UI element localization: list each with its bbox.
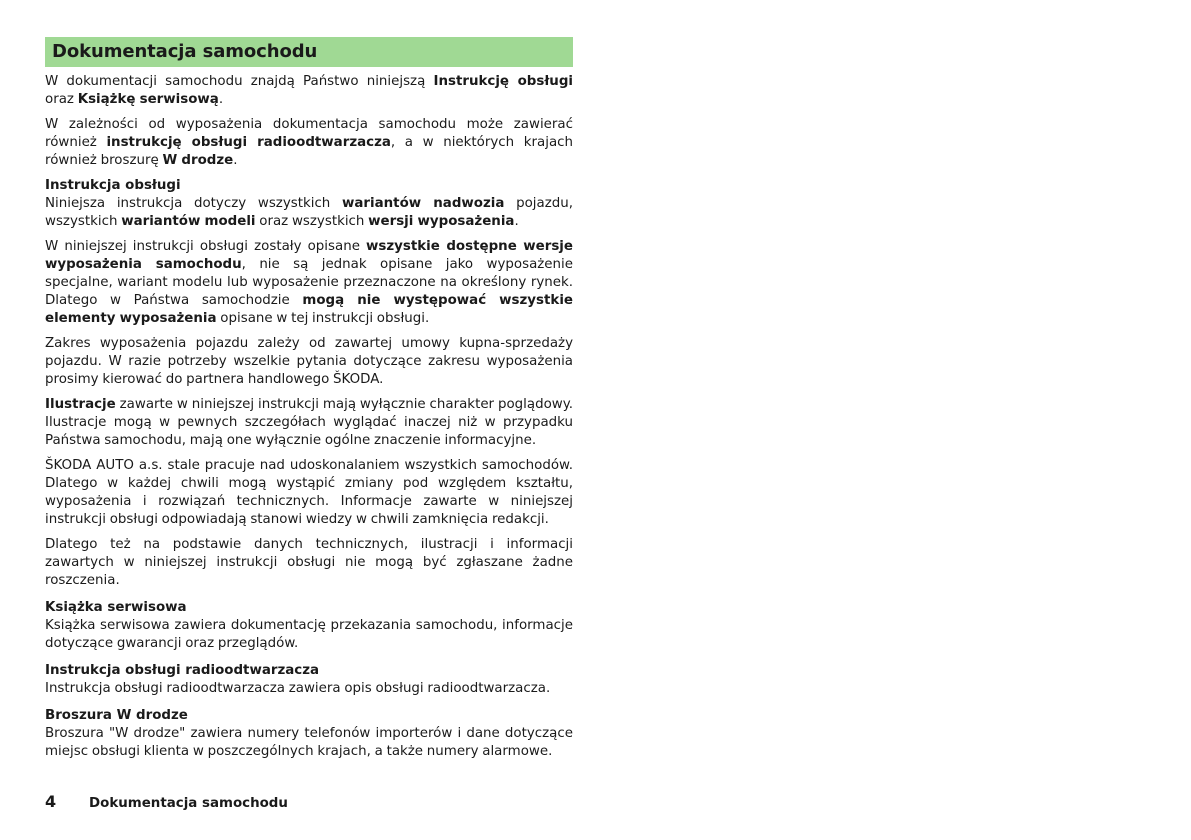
equipment-paragraph [45,116,573,170]
brochure-section [45,707,573,761]
service-book-section [45,599,573,653]
manual-paragraph-3 [45,335,573,389]
radio-manual-heading: Instrukcja obsługi radioodtwarzacza [45,663,320,678]
body-text: , nie są jednak opisane jako wyposażenie specjalne, wariant modelu lub wyposażenie przeznaczone na określony rynek. Dlatego w Państwa samochodzie [45,257,573,308]
body-text: . [218,92,224,107]
manual-paragraph-4 [45,396,573,450]
body-text: W zależności od wyposażenia dokumentacja samochodu może zawierać również [45,117,573,150]
brochure-text: Broszura "W drodze" zawiera numery telefonów importerów i dane dotyczące miejsc obsługi klienta w poszczególnych krajach, a także numery alarmowe. [45,726,573,759]
emphasis-text: mogą nie występować wszystkie elementy wyposażenia [45,293,573,326]
intro-paragraph [45,73,573,109]
body-text: zawarte w niniejszej instrukcji mają wyłącznie charakter poglądowy. Ilustracje mogą w pewnych szczegółach wyglądać inaczej niż w przypadku Państwa samochodu, mają one wyłącznie ogólne znaczenie informacyjne. [45,397,573,448]
emphasis-text: wariantów modeli [121,214,256,229]
body-text: Dlatego też na podstawie danych technicznych, ilustracji i informacji zawartych w niniejszej instrukcji obsługi nie mogą być zgłaszane żadne roszczenia. [45,537,573,588]
manual-section [45,177,573,590]
body-text: oraz [45,92,78,107]
manual-paragraph-2 [45,238,573,328]
service-book-text: Książka serwisowa zawiera dokumentację przekazania samochodu, informacje dotyczące gwarancji oraz przeglądów. [45,618,573,651]
section-title: Dokumentacja samochodu [45,37,573,67]
page-number: 4 [45,792,57,811]
brochure-heading: Broszura W drodze [45,708,188,723]
manual-paragraph-6 [45,536,573,590]
service-book-heading: Książka serwisowa [45,600,187,615]
body-text: Zakres wyposażenia pojazdu zależy od zawartej umowy kupna-sprzedaży pojazdu. W razie potrzeby wszelkie pytania dotyczące zakresu wyposażenia prosimy kierować do partnera handlowego ŠKODA. [45,336,573,387]
emphasis-text: wariantów nadwozia [342,196,505,211]
manual-paragraph-1 [45,195,573,231]
body-text: , a w niektórych krajach również broszurę [45,135,573,168]
body-text: oraz wszystkich [255,214,369,229]
body-text: Niniejsza instrukcja dotyczy wszystkich [45,196,342,211]
emphasis-text: instrukcję obsługi radioodtwarzacza [106,135,391,150]
emphasis-text: Instrukcję obsługi [433,74,574,89]
page-footer [45,792,288,814]
content-column [45,37,573,770]
manual-heading: Instrukcja obsługi [45,178,181,193]
emphasis-text: wszystkie dostępne wersje wyposażenia samochodu [45,239,573,272]
body-text: . [233,153,238,168]
emphasis-text: Ilustracje [45,397,116,412]
emphasis-text: W drodze [162,153,234,168]
radio-manual-text: Instrukcja obsługi radioodtwarzacza zawiera opis obsługi radioodtwarzacza. [45,681,551,696]
manual-paragraph-5 [45,457,573,529]
emphasis-text: Książkę serwisową [77,92,219,107]
footer-title: Dokumentacja samochodu [89,796,288,811]
emphasis-text: wersji wyposażenia [368,214,515,229]
radio-manual-section [45,662,573,698]
body-text: ŠKODA AUTO a.s. stale pracuje nad udoskonalaniem wszystkich samochodów. Dlatego w każdej chwili mogą wystąpić zmiany pod względem kształtu, wyposażenia i rozwiązań technicznych. Informacje zawarte w niniejszej instrukcji obsługi odpowiadają stanowi wiedzy w chwili zamknięcia redakcji. [45,458,573,527]
body-text: W niniejszej instrukcji obsługi zostały opisane [45,239,367,254]
body-text: . [514,214,519,229]
body-text: pojazdu, wszystkich [45,196,573,229]
body-text: W dokumentacji samochodu znajdą Państwo niniejszą [45,74,434,89]
body-text: opisane w tej instrukcji obsługi. [216,311,430,326]
